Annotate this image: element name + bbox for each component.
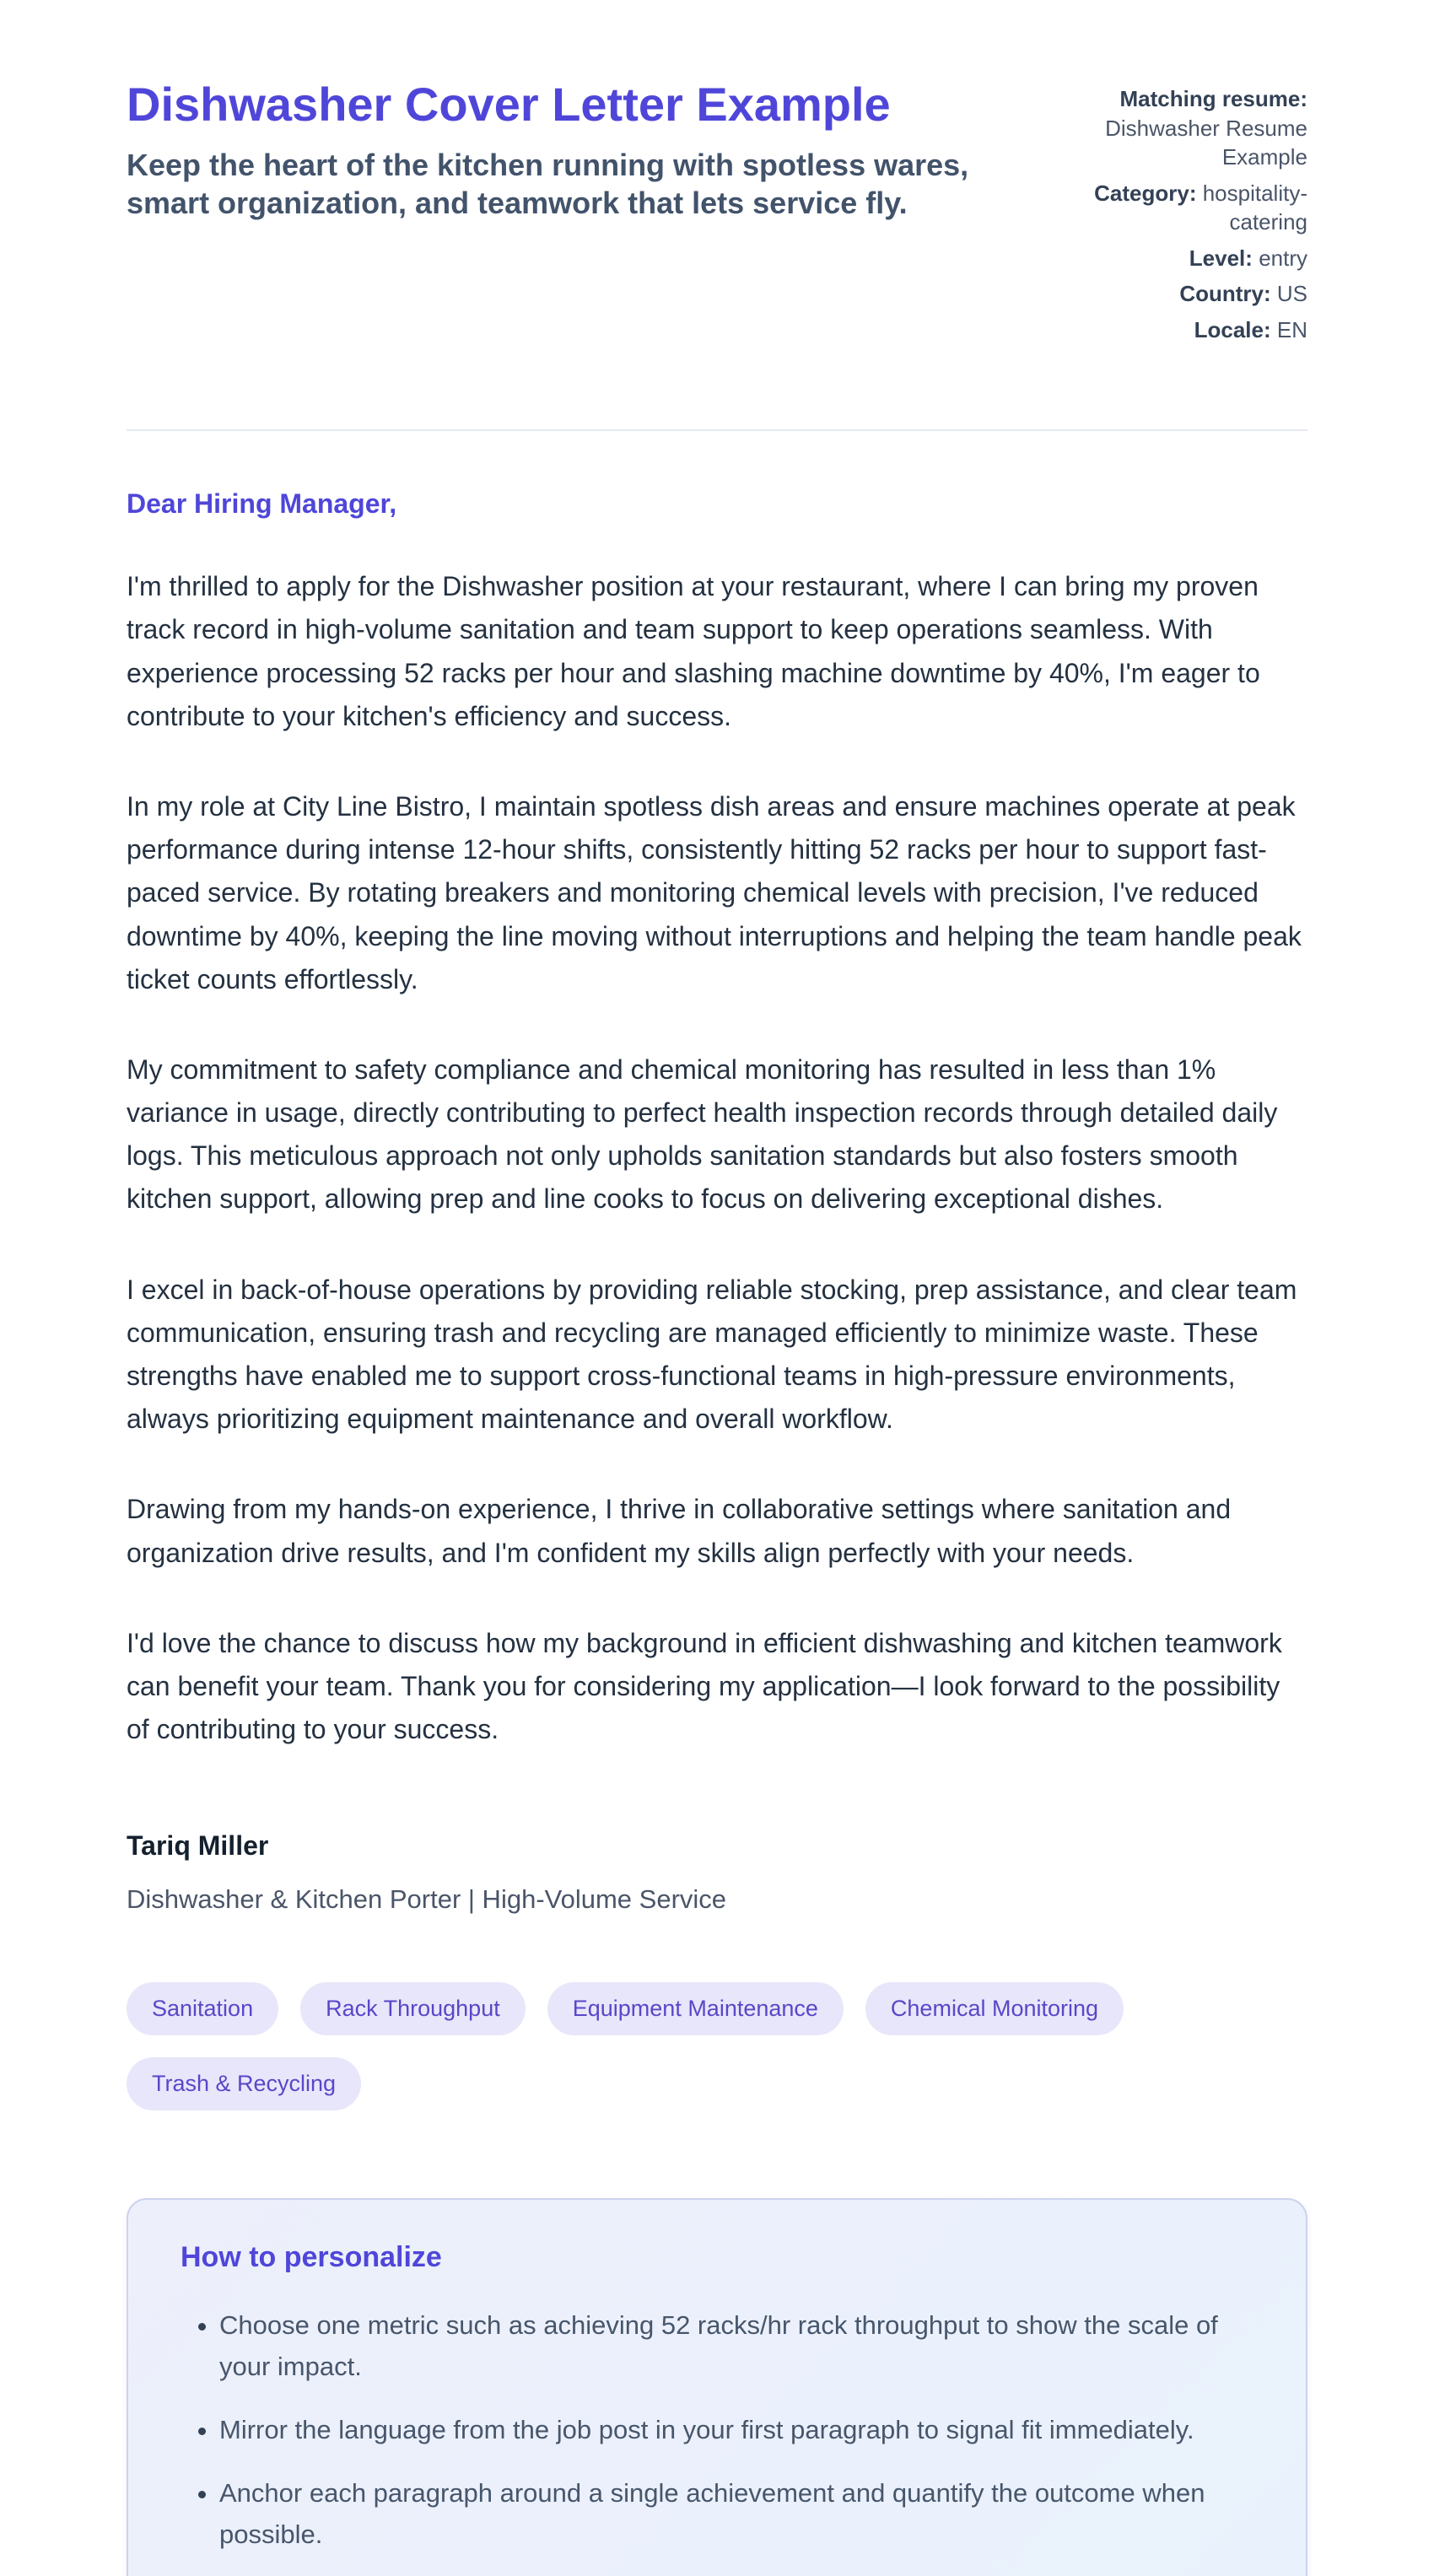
header-text <box>127 78 1021 223</box>
meta-category <box>1025 179 1307 237</box>
meta-country <box>1025 279 1307 309</box>
skill-tag: Trash & Recycling <box>127 2057 361 2110</box>
letter-paragraph: I excel in back-of-house operations by providing reliable stocking, prep assistance, and clear team communication, ensuring trash and recycling are managed efficiently to minimize waste. These strengths have enabled me to support cross-functional teams in high-pressure environments, always prioritizing equipment maintenance and overall workflow. <box>127 1274 1297 1435</box>
letter-paragraph: I'm thrilled to apply for the Dishwasher position at your restaurant, where I can bring my proven track record in high-volume sanitation and team support to keep operations seamless. With experience processing 52 racks per hour and slashing machine downtime by 40%, I'm eager to contribute to your kitchen's efficiency and success. <box>127 571 1260 731</box>
meta-matching-resume-label: Matching resume: <box>1119 86 1307 111</box>
letter-paragraph: In my role at City Line Bistro, I maintain spotless dish areas and ensure machines operate at peak performance during intense 12-hour shifts, consistently hitting 52 racks per hour to support fast-paced service. By rotating breakers and monitoring chemical levels with precision, I've reduced downtime by 40%, keeping the line moving without interruptions and helping the team handle peak ticket counts effortlessly. <box>127 790 1302 994</box>
skill-tag: Sanitation <box>127 1982 278 2035</box>
personalize-title: How to personalize <box>181 2241 442 2274</box>
content-container <box>127 0 1307 2576</box>
letter-paragraph: Drawing from my hands-on experience, I thrive in collaborative settings where sanitation and organization drive results, and I'm confident my skills align perfectly with your needs. <box>127 1494 1232 1568</box>
meta-level <box>1025 244 1307 273</box>
letter-body <box>127 565 1307 1751</box>
header-divider <box>127 429 1307 431</box>
signature-name: Tariq Miller <box>127 1830 269 1862</box>
personalize-bullet: • Choose one metric such as achieving 52 racks/hr rack throughput to show the scale of your impact. <box>219 2305 1253 2388</box>
meta-level-label: Level: <box>1189 245 1253 271</box>
signature-title: Dishwasher & Kitchen Porter | High-Volume Service <box>127 1883 727 1914</box>
meta-locale-label: Locale: <box>1194 317 1271 343</box>
header <box>127 78 1307 352</box>
meta-category-label: Category: <box>1094 180 1197 206</box>
skill-tag: Chemical Monitoring <box>865 1982 1124 2035</box>
meta-category-value: hospitality-catering <box>1202 180 1307 235</box>
meta-country-label: Country: <box>1179 281 1271 307</box>
meta-panel <box>1025 78 1307 352</box>
skill-tag: Rack Throughput <box>300 1982 526 2035</box>
meta-locale-value: EN <box>1276 317 1307 343</box>
letter-paragraph: I'd love the chance to discuss how my background in efficient dishwashing and kitchen teamwork can benefit your team. Thank you for considering my application—I look forward to the possibility of contributing to your success. <box>127 1627 1282 1745</box>
letter-salutation: Dear Hiring Manager, <box>127 488 397 519</box>
skill-tags <box>127 1982 1307 2110</box>
personalize-bullet: • Anchor each paragraph around a single achievement and quantify the outcome when possible. <box>219 2473 1253 2556</box>
meta-locale <box>1025 315 1307 345</box>
meta-matching-resume <box>1025 84 1307 172</box>
page-title: Dishwasher Cover Letter Example <box>127 78 891 131</box>
personalize-box <box>127 2198 1307 2576</box>
personalize-bullet: • Mirror the language from the job post in your first paragraph to signal fit immediately. <box>219 2410 1253 2451</box>
meta-country-value: US <box>1276 281 1307 307</box>
meta-level-value: entry <box>1259 245 1307 271</box>
personalize-list <box>181 2305 1253 2556</box>
meta-matching-resume-value: Dishwasher Resume Example <box>1105 115 1307 170</box>
letter-paragraph: My commitment to safety compliance and chemical monitoring has resulted in less than 1% variance in usage, directly contributing to perfect health inspection records through detailed daily logs. This meticulous approach not only upholds sanitation standards but also fosters smooth kitchen support, allowing prep and line cooks to focus on delivering exceptional dishes. <box>127 1054 1278 1215</box>
skill-tag: Equipment Maintenance <box>547 1982 844 2035</box>
page-subtitle: Keep the heart of the kitchen running with spotless wares, smart organization, and teamwork that lets service fly. <box>127 148 969 221</box>
